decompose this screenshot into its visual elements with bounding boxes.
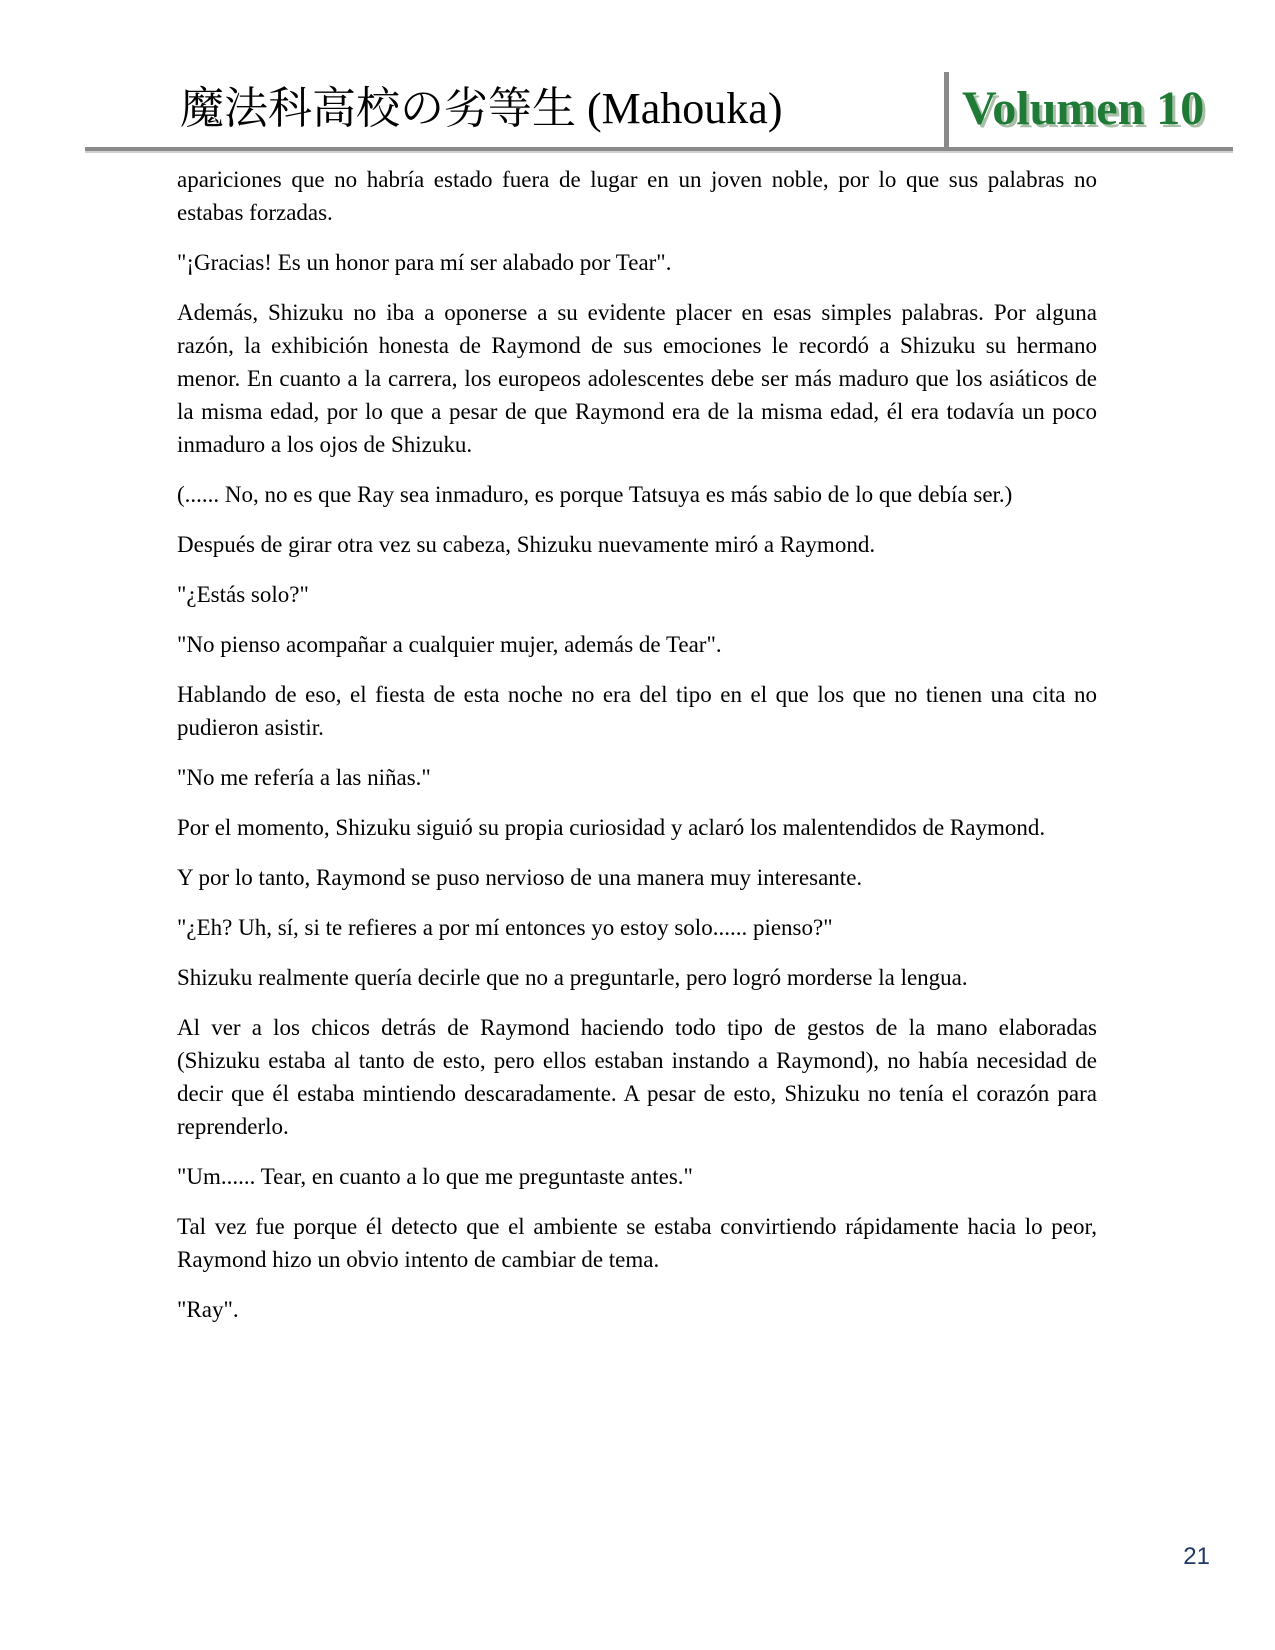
body-paragraph: Y por lo tanto, Raymond se puso nervioso de una manera muy interesante. bbox=[177, 865, 863, 890]
body-paragraph: Además, Shizuku no iba a oponerse a su evidente placer en esas simples palabras. Por alguna razón, la exhibición honesta de Raymond de sus emociones le recordó a Shizuku su hermano menor. En cuanto a la carrera, los europeos adolescentes debe ser más maduro que los asiáticos de la misma edad, por lo que a pesar de que Raymond era de la misma edad, él era todavía un poco inmaduro a los ojos de Shizuku. bbox=[177, 300, 1097, 457]
page-number: 21 bbox=[1183, 1543, 1210, 1570]
body-paragraph: "No pienso acompañar a cualquier mujer, además de Tear". bbox=[177, 632, 722, 657]
body-paragraph: Después de girar otra vez su cabeza, Shizuku nuevamente miró a Raymond. bbox=[177, 532, 876, 557]
header-vertical-divider bbox=[944, 72, 949, 148]
body-paragraph: "Ray". bbox=[177, 1297, 239, 1322]
body-paragraph: (...... No, no es que Ray sea inmaduro, es porque Tatsuya es más sabio de lo que debía ser.) bbox=[177, 482, 1013, 507]
volume-label: Volumen 10 bbox=[962, 82, 1205, 135]
body-paragraph: "¡Gracias! Es un honor para mí ser alabado por Tear". bbox=[177, 250, 672, 275]
document-title: 魔法科高校の劣等生 (Mahouka) bbox=[180, 84, 783, 133]
body-paragraph: Shizuku realmente quería decirle que no a preguntarle, pero logró morderse la lengua. bbox=[177, 965, 968, 990]
body-paragraph: Por el momento, Shizuku siguió su propia curiosidad y aclaró los malentendidos de Raymond. bbox=[177, 815, 1046, 840]
body-paragraph: "¿Estás solo?" bbox=[177, 582, 309, 607]
page-content bbox=[177, 163, 1097, 1343]
header-rule bbox=[85, 147, 1233, 153]
body-paragraph: "Um...... Tear, en cuanto a lo que me preguntaste antes." bbox=[177, 1164, 693, 1189]
body-paragraph: "¿Eh? Uh, sí, si te refieres a por mí entonces yo estoy solo...... pienso?" bbox=[177, 915, 833, 940]
body-paragraph: apariciones que no habría estado fuera de lugar en un joven noble, por lo que sus palabras no estabas forzadas. bbox=[177, 167, 1097, 225]
body-paragraph: Hablando de eso, el fiesta de esta noche no era del tipo en el que los que no tienen una cita no pudieron asistir. bbox=[177, 682, 1097, 740]
body-paragraph: "No me refería a las niñas." bbox=[177, 765, 431, 790]
body-paragraph: Tal vez fue porque él detecto que el ambiente se estaba convirtiendo rápidamente hacia lo peor, Raymond hizo un obvio intento de cambiar de tema. bbox=[177, 1214, 1097, 1272]
body-paragraph: Al ver a los chicos detrás de Raymond haciendo todo tipo de gestos de la mano elaboradas (Shizuku estaba al tanto de esto, pero ellos estaban instando a Raymond), no había necesidad de decir que él estaba mintiendo descaradamente. A pesar de esto, Shizuku no tenía el corazón para reprenderlo. bbox=[177, 1015, 1097, 1139]
